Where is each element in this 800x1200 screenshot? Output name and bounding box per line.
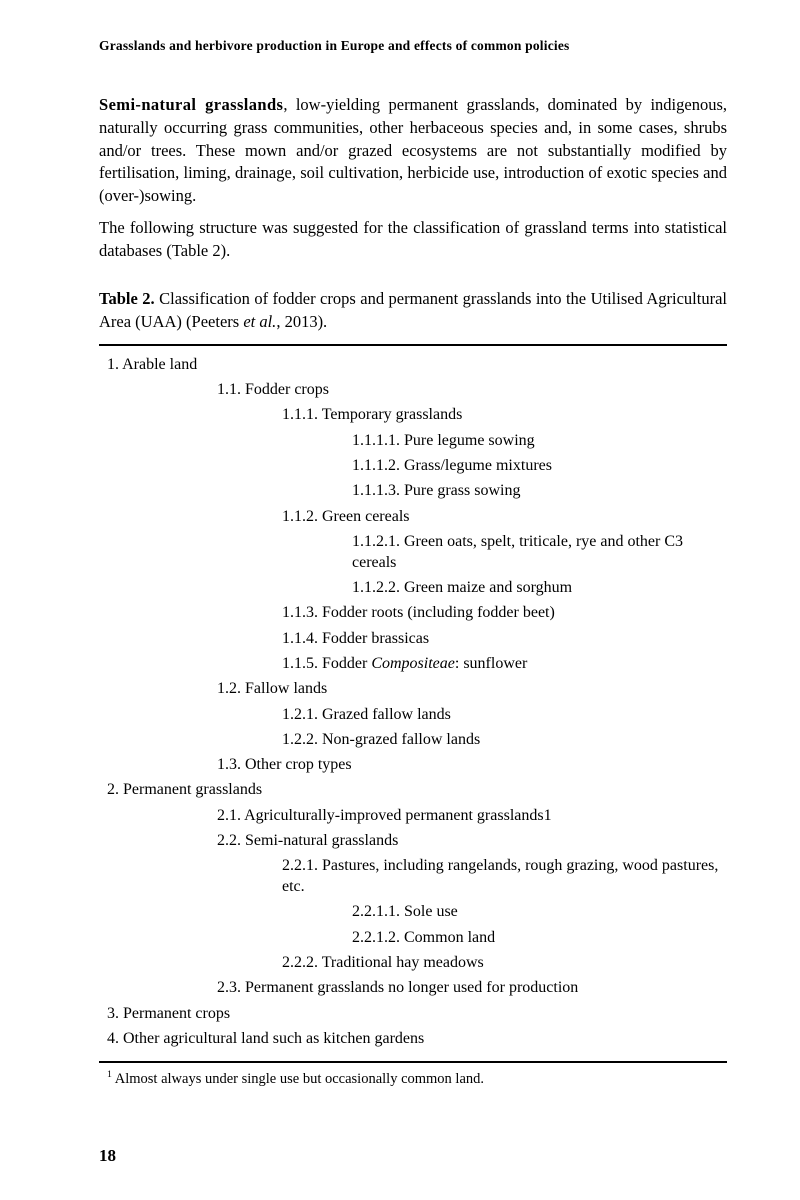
table-row: 1.1.2. Green cereals (282, 507, 410, 525)
table-row: 2. Permanent grasslands (107, 781, 263, 799)
table-row: 3. Permanent crops (107, 1004, 231, 1022)
table-row: 2.2. Semi-natural grasslands (217, 832, 399, 850)
table-row: 1.2.2. Non-grazed fallow lands (282, 730, 481, 748)
table-row: 1.1.1.1. Pure legume sowing (352, 431, 535, 449)
table-row: 1.1.1.2. Grass/legume mixtures (352, 457, 552, 475)
table-row: 1.1.1. Temporary grasslands (282, 406, 463, 424)
table-2-rows (99, 344, 727, 1063)
table-row: 1.3. Other crop types (217, 756, 352, 774)
table-row: 2.1. Agriculturally-improved permanent grasslands1 (217, 806, 552, 824)
table-row: 1.1.4. Fodder brassicas (282, 629, 430, 647)
table-row: 1.2.1. Grazed fallow lands (282, 705, 451, 723)
table-row: 1.1.2.1. Green oats, spelt, triticale, rye and other C3 cereals (352, 532, 684, 571)
table-row: 4. Other agricultural land such as kitchen gardens (107, 1029, 425, 1047)
table-row: 1.1. Fodder crops (217, 381, 329, 399)
table-row: 1.2. Fallow lands (217, 680, 328, 698)
table-2-caption: Table 2. Classification of fodder crops and permanent grasslands into the Utilised Agricultural Area (UAA) (Peeters et al., 2013). (99, 289, 728, 332)
page-number: 18 (99, 1146, 116, 1165)
table-row: 2.2.1.2. Common land (352, 928, 496, 946)
table-row: 2.2.2. Traditional hay meadows (282, 954, 484, 972)
table-row: 1.1.3. Fodder roots (including fodder beet) (282, 604, 555, 622)
table-row: 1. Arable land (107, 355, 198, 373)
table-row: 1.1.5. Fodder Compositeae: sunflower (282, 654, 528, 672)
paragraph-structure-suggested: The following structure was suggested for the classification of grassland terms into statistical databases (Table 2). (99, 217, 727, 260)
page-content (99, 94, 727, 1090)
table-2-footnote: $^1$ Almost always under single use but occasionally common land. (107, 1069, 485, 1088)
table-row: 1.1.2.2. Green maize and sorghum (352, 579, 573, 597)
table-row: 1.1.1.3. Pure grass sowing (352, 482, 521, 500)
paragraph-semi-natural-grasslands: Semi-natural grasslands, low-yielding permanent grasslands, dominated by indigenous, naturally occurring grass communities, other herbaceous species and, in some cases, shrubs and/or trees. These mown and/or grazed ecosystems are not substantially modified by fertilisation, liming, drainage, soil cultivation, herbicide use, introduction of exotic species and (over-)sowing. (99, 95, 727, 206)
table-row: 2.2.1. Pastures, including rangelands, rough grazing, wood pastures, etc. (282, 857, 719, 896)
table-row: 2.3. Permanent grasslands no longer used for production (217, 979, 579, 997)
running-header: Grasslands and herbivore production in Europe and effects of common policies (99, 38, 570, 53)
table-row: 2.2.1.1. Sole use (352, 903, 458, 921)
